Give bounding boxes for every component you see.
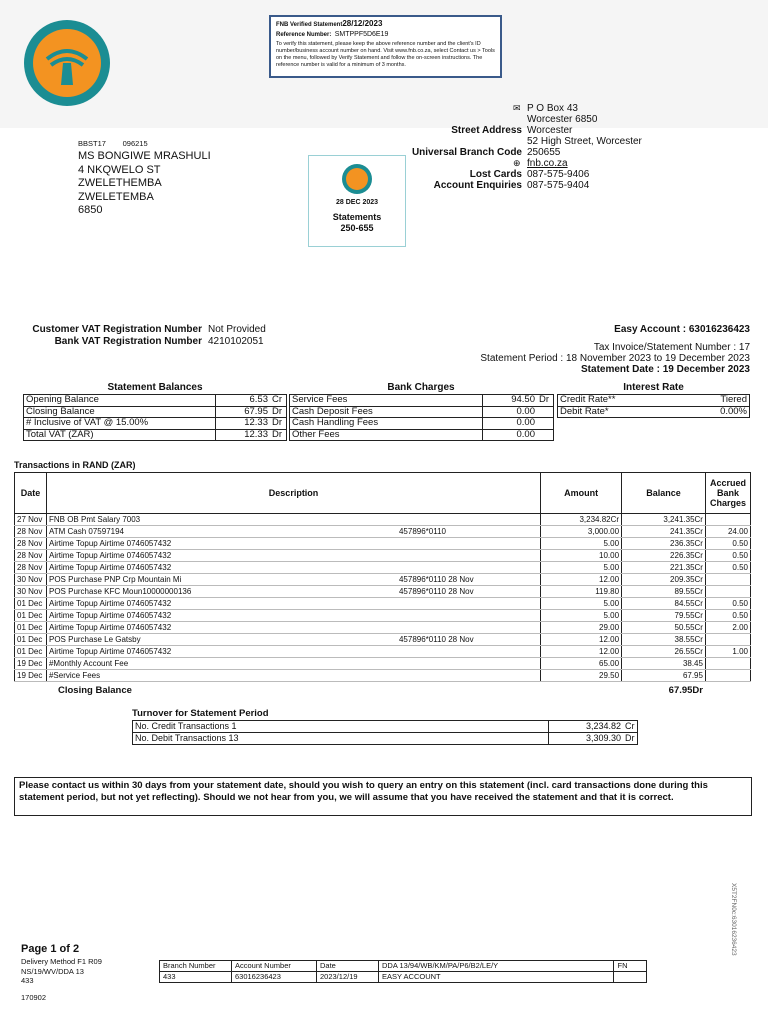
turnover-row: [133, 721, 638, 733]
verify-ref-label: Reference Number:: [276, 32, 332, 38]
tx-description: [46, 526, 540, 538]
tx-date: 19 Dec: [15, 658, 47, 670]
customer-street: 4 NKQWELO ST: [78, 163, 161, 176]
tx-amount: 12.00: [541, 634, 622, 646]
footer-table-cell: 433: [160, 972, 232, 983]
footer-table-head: FN: [614, 961, 647, 972]
tx-balance: 89.55Cr: [622, 586, 706, 598]
side-code: [727, 883, 739, 973]
tx-amount: 65.00: [541, 658, 622, 670]
tree-icon: [33, 29, 101, 97]
po-box: P O Box 43: [527, 103, 578, 114]
transaction-row: [15, 634, 751, 646]
footer-table-head: Branch Number: [160, 961, 232, 972]
tx-accrued: [705, 670, 750, 682]
verify-ref-value: SMTPPF5D6E19: [334, 31, 389, 38]
tx-description: [46, 646, 540, 658]
charge-suffix: [537, 429, 554, 441]
balance-label: Closing Balance: [24, 406, 216, 418]
charge-suffix: [537, 406, 554, 418]
query-notice: Please contact us within 30 days from your statement date, should you wish to query an entry on this statement (incl. card transactions done during this statement period, but not yet reflecting). Should we not hear from you, we will assume that you have received the statement and that it is correct.: [14, 777, 752, 816]
tx-accrued: [705, 658, 750, 670]
balances-table: [23, 394, 287, 441]
tx-amount: 3,000.00: [541, 526, 622, 538]
tx-description: [46, 514, 540, 526]
tx-amount: 12.00: [541, 574, 622, 586]
side-code-text: X5T2FN0c:63016236423: [730, 883, 737, 956]
balance-value: 12.33: [216, 429, 271, 441]
tx-description: [46, 634, 540, 646]
charge-label: Cash Deposit Fees: [290, 406, 483, 418]
balance-row: [24, 429, 287, 441]
verify-title: FNB Verified Statement: [276, 22, 343, 28]
street-label: Street Address: [451, 125, 522, 136]
tx-balance: 26.55Cr: [622, 646, 706, 658]
customer-vat-label: Customer VAT Registration Number: [32, 324, 202, 335]
charge-label: Cash Handling Fees: [290, 418, 483, 430]
tx-reference: 457896*0110 28 Nov: [398, 587, 474, 596]
balance-row: [24, 406, 287, 418]
charges-table: [289, 394, 554, 441]
tx-date: 27 Nov: [15, 514, 47, 526]
balance-value: 12.33: [216, 418, 271, 430]
charge-label: Service Fees: [290, 395, 483, 407]
enquiries-label: Account Enquiries: [433, 180, 522, 191]
footer-codes: [21, 957, 102, 986]
stamp-line1: Statements: [332, 212, 382, 222]
lost-cards-label: Lost Cards: [469, 169, 522, 180]
footer-table-cell: 2023/12/19: [317, 972, 379, 983]
street-2: 52 High Street, Worcester: [527, 136, 642, 147]
interest-value: 0.00%: [683, 406, 749, 418]
tx-balance: 241.35Cr: [622, 526, 706, 538]
interest-label: Credit Rate**: [558, 395, 684, 407]
charge-row: [290, 429, 554, 441]
tx-desc-text: #Service Fees: [48, 671, 101, 680]
tx-accrued: 0.50: [705, 610, 750, 622]
customer-postcode: 6850: [78, 204, 103, 216]
turnover-table: [132, 720, 638, 745]
footer-table-head: DDA 13/94/WB/KM/PA/P6/B2/LE/Y: [379, 961, 614, 972]
tx-description: [46, 658, 540, 670]
tx-amount: 5.00: [541, 610, 622, 622]
tx-desc-text: Airtime Topup Airtime 0746057432: [48, 563, 172, 572]
tx-accrued: 1.00: [705, 646, 750, 658]
vat-block: [14, 324, 374, 348]
charge-label: Other Fees: [290, 429, 483, 441]
charge-suffix: Dr: [537, 395, 554, 407]
tx-date: 01 Dec: [15, 610, 47, 622]
tx-description: [46, 538, 540, 550]
balance-suffix: Dr: [270, 429, 287, 441]
stamp-line2: 250-655: [340, 223, 374, 233]
bank-vat-value: 4210102051: [208, 336, 264, 347]
tx-date: 28 Nov: [15, 526, 47, 538]
balance-label: Opening Balance: [24, 395, 216, 407]
balance-row: [24, 418, 287, 430]
tx-amount: 29.00: [541, 622, 622, 634]
tx-balance: 3,241.35Cr: [622, 514, 706, 526]
enquiries-value: 087-575-9404: [527, 180, 590, 191]
verify-text: To verify this statement, please keep the above reference number and the client's ID number/business account number on hand. Visit www.fnb.co.za, select Contact us > Tools on the menu, followed by Verify Statement and follow the on-screen instructions. The reference number is valid for a minimum of 3 months.: [276, 41, 495, 68]
tx-date: 30 Nov: [15, 574, 47, 586]
charge-row: [290, 395, 554, 407]
tx-desc-text: Airtime Topup Airtime 0746057432: [48, 611, 172, 620]
page-number: Page 1 of 2: [21, 943, 80, 955]
stamp-logo: [342, 164, 372, 194]
footer-table: [159, 960, 647, 983]
transactions-heading: Transactions in RAND (ZAR): [14, 460, 136, 470]
transaction-row: [15, 622, 751, 634]
account-title: Easy Account : 63016236423: [614, 324, 750, 335]
col-amount: Amount: [541, 473, 622, 514]
tx-date: 28 Nov: [15, 550, 47, 562]
tx-desc-text: POS Purchase KFC Moun10000000136: [48, 587, 192, 596]
mail-icon: ✉: [513, 103, 521, 113]
tx-description: [46, 562, 540, 574]
tx-desc-text: Airtime Topup Airtime 0746057432: [48, 647, 172, 656]
statements-stamp: [308, 155, 406, 247]
fnb-logo-core: [33, 29, 101, 97]
transaction-row: [15, 646, 751, 658]
tx-date: 28 Nov: [15, 562, 47, 574]
transaction-row: [15, 658, 751, 670]
delivery-method: Delivery Method F1 R09: [21, 957, 102, 966]
statement-number: Tax Invoice/Statement Number : 17: [593, 342, 750, 353]
charge-value: 0.00: [483, 418, 538, 430]
footer-table-cell: EASY ACCOUNT: [379, 972, 614, 983]
balance-row: [24, 395, 287, 407]
footer-table-head: Date: [317, 961, 379, 972]
tx-accrued: 0.50: [705, 598, 750, 610]
customer-vat-value: Not Provided: [208, 324, 266, 335]
closing-balance-label: Closing Balance: [58, 685, 132, 696]
tx-amount: 5.00: [541, 538, 622, 550]
turnover-value: 3,309.30: [549, 733, 624, 745]
stamp-date: 28 DEC 2023: [335, 199, 379, 206]
tx-desc-text: FNB OB Pmt Salary 7003: [48, 515, 141, 524]
tx-amount: 5.00: [541, 562, 622, 574]
tx-desc-text: Airtime Topup Airtime 0746057432: [48, 623, 172, 632]
charges-heading: Bank Charges: [387, 382, 455, 393]
charge-suffix: [537, 418, 554, 430]
tx-amount: 119.80: [541, 586, 622, 598]
balance-value: 67.95: [216, 406, 271, 418]
transactions-table: [14, 472, 751, 682]
tx-balance: 79.55Cr: [622, 610, 706, 622]
charge-value: 0.00: [483, 429, 538, 441]
tx-balance: 84.55Cr: [622, 598, 706, 610]
turnover-label: No. Credit Transactions 1: [133, 721, 549, 733]
tx-accrued: [705, 586, 750, 598]
turnover-label: No. Debit Transactions 13: [133, 733, 549, 745]
customer-suburb: ZWELETHEMBA: [78, 177, 162, 189]
tx-accrued: 24.00: [705, 526, 750, 538]
ubc-label: Universal Branch Code: [411, 147, 522, 158]
account-block: [480, 324, 750, 375]
tx-desc-text: #Monthly Account Fee: [48, 659, 129, 668]
customer-name: MS BONGIWE MRASHULI: [78, 150, 211, 162]
transaction-row: [15, 538, 751, 550]
transaction-row: [15, 562, 751, 574]
tx-balance: 226.35Cr: [622, 550, 706, 562]
tx-desc-text: Airtime Topup Airtime 0746057432: [48, 599, 172, 608]
footer-table-head: Account Number: [232, 961, 317, 972]
closing-balance-value: 67.95Dr: [668, 685, 703, 696]
tx-date: 28 Nov: [15, 538, 47, 550]
tx-reference: 457896*0110 28 Nov: [398, 575, 474, 584]
col-description: Description: [46, 473, 540, 514]
tx-desc-text: POS Purchase Le Gatsby: [48, 635, 141, 644]
lost-cards-value: 087-575-9406: [527, 169, 590, 180]
tx-accrued: 0.50: [705, 550, 750, 562]
interest-value: Tiered: [683, 395, 749, 407]
interest-row: [558, 395, 750, 407]
interest-label: Debit Rate*: [558, 406, 684, 418]
tx-balance: 221.35Cr: [622, 562, 706, 574]
transaction-row: [15, 610, 751, 622]
customer-address: [78, 150, 211, 218]
tx-reference: 457896*0110: [398, 527, 446, 536]
turnover-heading: Turnover for Statement Period: [132, 708, 269, 719]
statement-period: Statement Period : 18 November 2023 to 19 December 2023: [480, 353, 750, 364]
tx-description: [46, 574, 540, 586]
transaction-row: [15, 526, 751, 538]
tx-desc-text: Airtime Topup Airtime 0746057432: [48, 551, 172, 560]
tx-description: [46, 622, 540, 634]
tx-balance: 38.45: [622, 658, 706, 670]
statement-date: Statement Date : 19 December 2023: [581, 364, 750, 375]
turnover-value: 3,234.82: [549, 721, 624, 733]
tx-description: [46, 586, 540, 598]
tx-accrued: 0.50: [705, 538, 750, 550]
bank-vat-label: Bank VAT Registration Number: [54, 336, 202, 347]
balance-label: Total VAT (ZAR): [24, 429, 216, 441]
tx-balance: 209.35Cr: [622, 574, 706, 586]
balances-heading: Statement Balances: [107, 382, 203, 393]
tx-amount: 3,234.82Cr: [541, 514, 622, 526]
tx-date: 01 Dec: [15, 598, 47, 610]
tx-amount: 12.00: [541, 646, 622, 658]
verify-date: 28/12/2023: [342, 19, 383, 28]
tx-desc-text: ATM Cash 07597194: [48, 527, 124, 536]
tx-balance: 67.95: [622, 670, 706, 682]
col-date: Date: [15, 473, 47, 514]
interest-heading: Interest Rate: [623, 382, 684, 393]
footer-table-cell: 63016236423: [232, 972, 317, 983]
transaction-row: [15, 598, 751, 610]
col-balance: Balance: [622, 473, 706, 514]
verified-statement-box: [269, 15, 502, 78]
balance-suffix: Cr: [270, 395, 287, 407]
transaction-row: [15, 550, 751, 562]
tx-accrued: [705, 574, 750, 586]
tx-date: 19 Dec: [15, 670, 47, 682]
branch-info: [410, 103, 710, 191]
globe-icon: ⊕: [513, 158, 521, 168]
transaction-row: [15, 586, 751, 598]
customer-code-2: 096215: [122, 139, 148, 148]
tx-date: 01 Dec: [15, 622, 47, 634]
interest-row: [558, 406, 750, 418]
charge-value: 94.50: [483, 395, 538, 407]
footer-code-3: 170902: [21, 993, 47, 1002]
tx-amount: 10.00: [541, 550, 622, 562]
interest-table: [557, 394, 750, 418]
transaction-row: [15, 514, 751, 526]
tx-accrued: 2.00: [705, 622, 750, 634]
tx-accrued: [705, 514, 750, 526]
charge-value: 0.00: [483, 406, 538, 418]
balance-suffix: Dr: [270, 406, 287, 418]
turnover-suffix: Dr: [623, 733, 638, 745]
tx-description: [46, 598, 540, 610]
turnover-row: [133, 733, 638, 745]
tx-desc-text: POS Purchase PNP Crp Mountain Mi: [48, 575, 182, 584]
charge-row: [290, 418, 554, 430]
tx-balance: 38.55Cr: [622, 634, 706, 646]
footer-code-2: 433: [21, 976, 34, 985]
charge-row: [290, 406, 554, 418]
tx-reference: 457896*0110 28 Nov: [398, 635, 474, 644]
ubc-value: 250655: [527, 147, 561, 158]
turnover-suffix: Cr: [623, 721, 638, 733]
tx-date: 01 Dec: [15, 646, 47, 658]
street-1: Worcester: [527, 125, 573, 136]
footer-code-1: NS/19/WV/DDA 13: [21, 966, 84, 976]
transaction-row: [15, 574, 751, 586]
transaction-row: [15, 670, 751, 682]
tx-accrued: [705, 634, 750, 646]
col-accrued: Accrued Bank Charges: [705, 473, 750, 514]
tx-date: 30 Nov: [15, 586, 47, 598]
customer-town: ZWELETEMBA: [78, 190, 154, 203]
po-town: Worcester 6850: [527, 114, 598, 125]
fnb-logo: [24, 20, 110, 106]
customer-codes: [78, 139, 148, 148]
balance-suffix: Dr: [270, 418, 287, 430]
tx-amount: 5.00: [541, 598, 622, 610]
footer-table-cell: [614, 972, 647, 983]
tx-amount: 29.50: [541, 670, 622, 682]
balance-value: 6.53: [216, 395, 271, 407]
web-link[interactable]: fnb.co.za: [527, 158, 568, 169]
tx-description: [46, 610, 540, 622]
balance-label: # Inclusive of VAT @ 15.00%: [24, 418, 216, 430]
tx-balance: 50.55Cr: [622, 622, 706, 634]
tx-accrued: 0.50: [705, 562, 750, 574]
tx-date: 01 Dec: [15, 634, 47, 646]
tx-description: [46, 670, 540, 682]
tx-desc-text: Airtime Topup Airtime 0746057432: [48, 539, 172, 548]
tx-description: [46, 550, 540, 562]
customer-code-1: BBST17: [78, 139, 106, 148]
tx-balance: 236.35Cr: [622, 538, 706, 550]
